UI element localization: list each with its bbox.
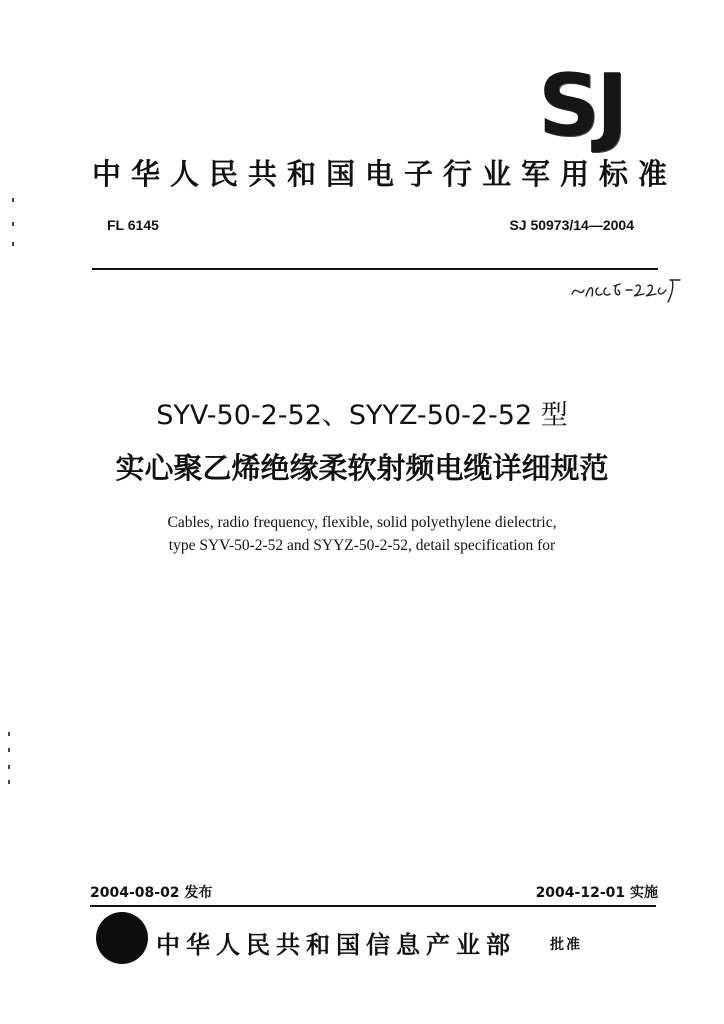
- publish-date: 2004-08-02 发布: [90, 885, 213, 901]
- english-title-line2: type SYV-50-2-52 and SYYZ-50-2-52, detail specification for: [168, 537, 556, 554]
- handwritten-note: [568, 276, 684, 304]
- standard-number: SJ 50973/14—2004: [509, 217, 634, 233]
- scan-mark: [12, 242, 14, 246]
- scan-mark: [8, 765, 10, 769]
- header-divider: [92, 268, 658, 270]
- seal-icon: [96, 912, 148, 964]
- scan-mark: [12, 198, 14, 202]
- scan-mark: [8, 748, 10, 752]
- classification-code: FL 6145: [107, 217, 159, 233]
- spec-title-line1: SYV-50-2-52、SYYZ-50-2-52 型: [156, 400, 568, 431]
- scan-mark: [8, 780, 10, 784]
- scan-mark: [8, 732, 10, 736]
- footer-divider: [90, 905, 656, 907]
- issuing-authority: 中华人民共和国信息产业部: [156, 931, 516, 959]
- spec-title-line2: 实心聚乙烯绝缘柔软射频电缆详细规范: [115, 451, 609, 485]
- implement-date: 2004-12-01 实施: [535, 885, 658, 901]
- sj-logo: SJ: [538, 56, 624, 156]
- english-title-line1: Cables, radio frequency, flexible, solid polyethylene dielectric,: [167, 514, 557, 531]
- approve-label: 批准: [550, 937, 582, 953]
- scan-mark: [12, 222, 14, 226]
- standard-title: 中华人民共和国电子行业军用标准: [92, 157, 678, 191]
